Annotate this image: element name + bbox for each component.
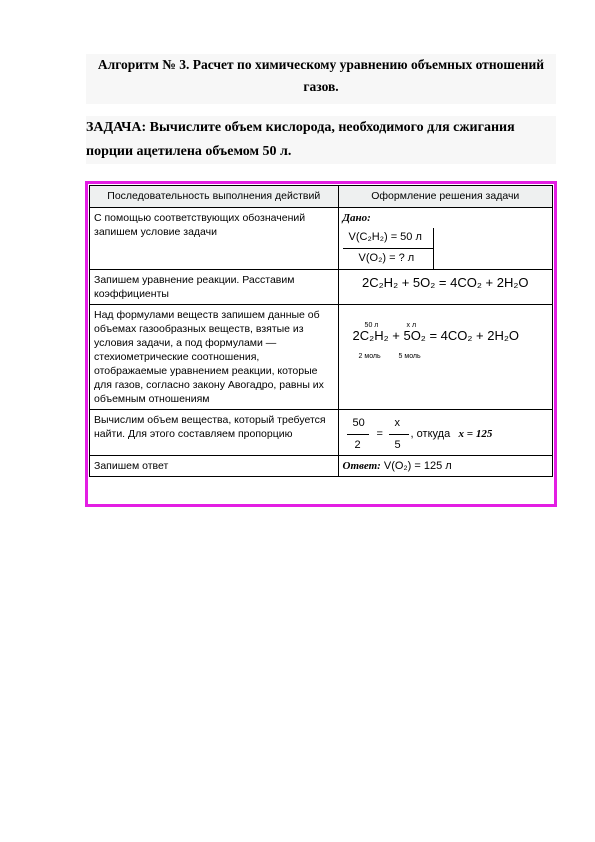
proportion-num-1: 50 <box>352 417 365 429</box>
below-c2h2-label: 2 моль <box>358 353 381 360</box>
below-o2-label: 5 моль <box>398 353 421 360</box>
above-o2-label: х л <box>406 322 417 329</box>
solution-cell <box>338 270 552 305</box>
action-cell: Вычислим объем вещества, который требуется найти. Для этого составляем пропорцию <box>90 410 339 456</box>
given-label: Дано: <box>342 212 371 224</box>
proportion-den-2: 5 <box>394 439 401 451</box>
proportion-num-2: x <box>394 417 401 429</box>
given-divider <box>343 248 433 249</box>
table-row <box>90 456 553 477</box>
proportion-den-1: 2 <box>354 439 361 451</box>
proportion-whence: , откуда <box>410 428 451 440</box>
task-line-2: порции ацетилена объемом 50 л. <box>86 144 292 159</box>
solution-table <box>89 185 553 477</box>
solution-cell <box>338 305 552 410</box>
table-row <box>90 270 553 305</box>
table-row <box>90 305 553 410</box>
solution-cell <box>338 208 552 270</box>
action-cell: Запишем ответ <box>90 456 339 477</box>
title-line-2: газов. <box>303 79 339 94</box>
col-header-solution: Оформление решения задачи <box>338 186 552 208</box>
answer-value: V(O₂) = 125 л <box>383 460 452 472</box>
given-box <box>343 228 434 270</box>
solution-cell <box>338 456 552 477</box>
action-cell: С помощью соответствующих обозначений запишем условие задачи <box>90 208 339 270</box>
answer-label: Ответ: <box>342 460 381 472</box>
above-c2h2-label: 50 л <box>364 322 379 329</box>
solution-cell <box>338 410 552 456</box>
task-line-1: ЗАДАЧА: Вычислите объем кислорода, необходимого для сжигания <box>86 120 515 135</box>
find-value: V(O₂) = ? л <box>358 252 415 264</box>
action-cell: Запишем уравнение реакции. Расставим коэффициенты <box>90 270 339 305</box>
algorithm-title <box>86 54 556 104</box>
action-cell: Над формулами веществ запишем данные об объемах газообразных веществ, взятые из условия задачи, а под формулами — стехиометрические соотношения, отображаемые уравнением реакции, которые для газов, согласно закону Авогадро, равны их объемным отношениям <box>90 305 339 410</box>
proportion-result: x = 125 <box>458 428 493 440</box>
fraction-line-2 <box>389 434 409 435</box>
reaction-equation: 2C₂H₂ + 5O₂ = 4CO₂ + 2H₂O <box>362 275 529 290</box>
task-statement <box>86 116 556 164</box>
fraction-line-1 <box>347 434 369 435</box>
answer <box>343 459 548 473</box>
table-header-row <box>90 186 553 208</box>
table-row <box>90 410 553 456</box>
given-value: V(C₂H₂) = 50 л <box>348 231 422 243</box>
annotated-equation: 2C₂H₂ + 5O₂ = 4CO₂ + 2H₂O <box>352 328 520 343</box>
table-row <box>90 208 553 270</box>
col-header-actions: Последовательность выполнения действий <box>90 186 339 208</box>
proportion <box>347 416 547 456</box>
title-line-1: Алгоритм № 3. Расчет по химическому уравнению объемных отношений <box>97 57 545 72</box>
proportion-equals: = <box>376 428 383 440</box>
